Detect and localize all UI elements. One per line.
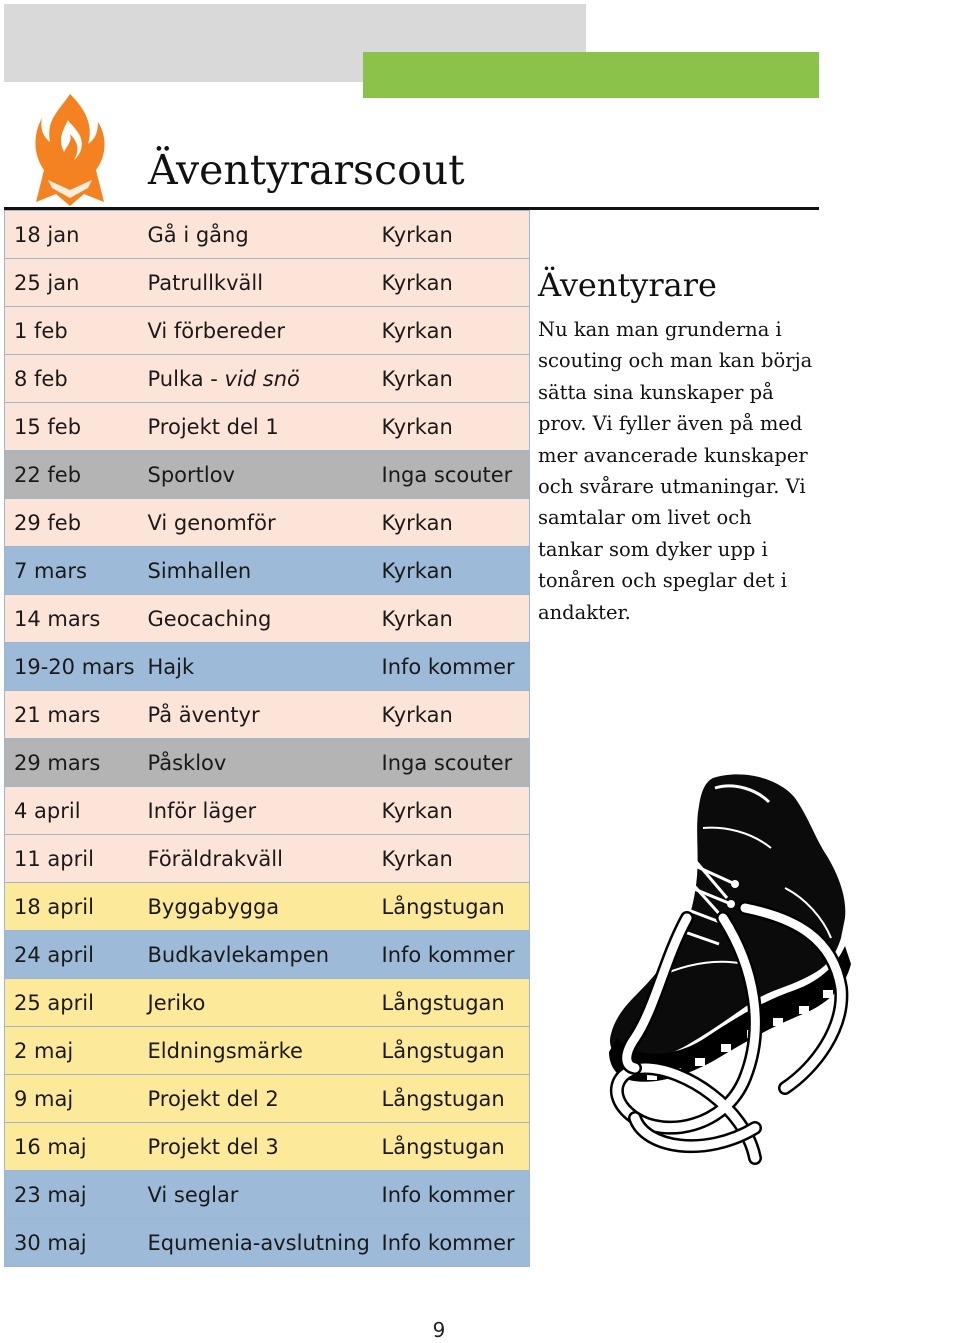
cell-place: Långstugan bbox=[373, 1027, 530, 1075]
cell-activity bbox=[139, 547, 373, 595]
cell-activity bbox=[139, 835, 373, 883]
cell-date: 9 maj bbox=[5, 1075, 139, 1123]
table-row bbox=[5, 1171, 530, 1219]
cell-activity bbox=[139, 499, 373, 547]
cell-activity bbox=[139, 739, 373, 787]
cell-date: 2 maj bbox=[5, 1027, 139, 1075]
activity-label: Sportlov bbox=[147, 462, 235, 487]
cell-place: Långstugan bbox=[373, 979, 530, 1027]
cell-date: 29 mars bbox=[5, 739, 139, 787]
cell-activity bbox=[139, 307, 373, 355]
table-row bbox=[5, 787, 530, 835]
cell-activity bbox=[139, 1075, 373, 1123]
activity-label: Projekt del 2 bbox=[147, 1086, 279, 1111]
cell-place: Långstugan bbox=[373, 1075, 530, 1123]
cell-place: Kyrkan bbox=[373, 547, 530, 595]
table-row bbox=[5, 691, 530, 739]
cell-date: 7 mars bbox=[5, 547, 139, 595]
activity-label: Patrullkväll bbox=[147, 270, 264, 295]
cell-activity bbox=[139, 595, 373, 643]
cell-place: Kyrkan bbox=[373, 787, 530, 835]
cell-place: Info kommer bbox=[373, 643, 530, 691]
table-row bbox=[5, 979, 530, 1027]
cell-place: Info kommer bbox=[373, 1171, 530, 1219]
section-description: Nu kan man grunderna i scouting och man kan börja sätta sina kunskaper på prov. Vi fyller även på med mer avancerade kunskaper och svårare utmaningar. Vi samtalar om livet och tankar som dyker upp i tonåren och speglar det i andakter. bbox=[538, 318, 813, 624]
cell-activity bbox=[139, 787, 373, 835]
cell-place: Kyrkan bbox=[373, 211, 530, 259]
cell-date: 22 feb bbox=[5, 451, 139, 499]
cell-place: Långstugan bbox=[373, 1123, 530, 1171]
cell-place: Kyrkan bbox=[373, 835, 530, 883]
cell-date: 15 feb bbox=[5, 403, 139, 451]
section-heading: Äventyrare bbox=[538, 266, 717, 304]
table-row bbox=[5, 259, 530, 307]
activity-label: Påsklov bbox=[147, 750, 227, 775]
schedule-table bbox=[4, 210, 530, 1267]
cell-date: 1 feb bbox=[5, 307, 139, 355]
header-green-bar bbox=[363, 52, 819, 98]
activity-label: Inför läger bbox=[147, 798, 257, 823]
cell-activity bbox=[139, 1219, 373, 1267]
activity-label: På äventyr bbox=[147, 702, 260, 727]
cell-activity bbox=[139, 1123, 373, 1171]
cell-place: Kyrkan bbox=[373, 307, 530, 355]
cell-activity bbox=[139, 883, 373, 931]
activity-label: Pulka - bbox=[147, 366, 225, 391]
table-row bbox=[5, 547, 530, 595]
page-title: Äventyrarscout bbox=[148, 146, 465, 194]
table-row bbox=[5, 355, 530, 403]
activity-label: Projekt del 3 bbox=[147, 1134, 279, 1159]
cell-activity bbox=[139, 643, 373, 691]
cell-date: 29 feb bbox=[5, 499, 139, 547]
cell-activity bbox=[139, 355, 373, 403]
table-row bbox=[5, 211, 530, 259]
cell-activity bbox=[139, 211, 373, 259]
cell-date: 19-20 mars bbox=[5, 643, 139, 691]
table-row bbox=[5, 643, 530, 691]
cell-place: Kyrkan bbox=[373, 499, 530, 547]
table-row bbox=[5, 739, 530, 787]
cell-activity bbox=[139, 259, 373, 307]
activity-label: Simhallen bbox=[147, 558, 252, 583]
activity-label: Föräldrakväll bbox=[147, 846, 283, 871]
activity-label: Projekt del 1 bbox=[147, 414, 279, 439]
cell-activity bbox=[139, 691, 373, 739]
activity-label: Eldningsmärke bbox=[147, 1038, 303, 1063]
cell-date: 16 maj bbox=[5, 1123, 139, 1171]
cell-place: Info kommer bbox=[373, 931, 530, 979]
cell-place: Kyrkan bbox=[373, 691, 530, 739]
cell-place: Kyrkan bbox=[373, 403, 530, 451]
activity-label: Byggabygga bbox=[147, 894, 280, 919]
cell-date: 21 mars bbox=[5, 691, 139, 739]
cell-date: 30 maj bbox=[5, 1219, 139, 1267]
cell-date: 25 jan bbox=[5, 259, 139, 307]
table-row bbox=[5, 1075, 530, 1123]
table-row bbox=[5, 1027, 530, 1075]
table-row bbox=[5, 835, 530, 883]
page-number: 9 bbox=[432, 1318, 446, 1342]
cell-date: 23 maj bbox=[5, 1171, 139, 1219]
table-row bbox=[5, 595, 530, 643]
cell-activity bbox=[139, 979, 373, 1027]
cell-date: 18 april bbox=[5, 883, 139, 931]
cell-activity bbox=[139, 1027, 373, 1075]
activity-label: Vi förbereder bbox=[147, 318, 286, 343]
activity-label: Budkavlekampen bbox=[147, 942, 330, 967]
activity-label: Gå i gång bbox=[147, 222, 249, 247]
activity-label: Vi seglar bbox=[147, 1182, 239, 1207]
table-row bbox=[5, 1219, 530, 1267]
cell-place: Inga scouter bbox=[373, 739, 530, 787]
cell-date: 24 april bbox=[5, 931, 139, 979]
cell-place: Långstugan bbox=[373, 883, 530, 931]
cell-activity bbox=[139, 1171, 373, 1219]
cell-date: 8 feb bbox=[5, 355, 139, 403]
activity-label: Equmenia-avslutning bbox=[147, 1230, 370, 1255]
cell-date: 18 jan bbox=[5, 211, 139, 259]
activity-label: Hajk bbox=[147, 654, 195, 679]
cell-place: Kyrkan bbox=[373, 595, 530, 643]
table-row bbox=[5, 931, 530, 979]
cell-date: 14 mars bbox=[5, 595, 139, 643]
activity-label: Jeriko bbox=[147, 990, 206, 1015]
table-row bbox=[5, 1123, 530, 1171]
table-row bbox=[5, 499, 530, 547]
cell-activity bbox=[139, 931, 373, 979]
cell-place: Info kommer bbox=[373, 1219, 530, 1267]
cell-activity bbox=[139, 403, 373, 451]
cell-activity bbox=[139, 451, 373, 499]
cell-place: Inga scouter bbox=[373, 451, 530, 499]
table-row bbox=[5, 883, 530, 931]
table-row bbox=[5, 307, 530, 355]
cell-place: Kyrkan bbox=[373, 259, 530, 307]
cell-date: 4 april bbox=[5, 787, 139, 835]
cell-date: 11 april bbox=[5, 835, 139, 883]
activity-label: Vi genomför bbox=[147, 510, 276, 535]
activity-label: Geocaching bbox=[147, 606, 272, 631]
table-row bbox=[5, 451, 530, 499]
table-row bbox=[5, 403, 530, 451]
activity-note: vid snö bbox=[224, 366, 300, 391]
cell-date: 25 april bbox=[5, 979, 139, 1027]
campfire-flame-icon bbox=[28, 90, 112, 208]
cell-place: Kyrkan bbox=[373, 355, 530, 403]
hiking-boot-icon bbox=[595, 768, 860, 1168]
